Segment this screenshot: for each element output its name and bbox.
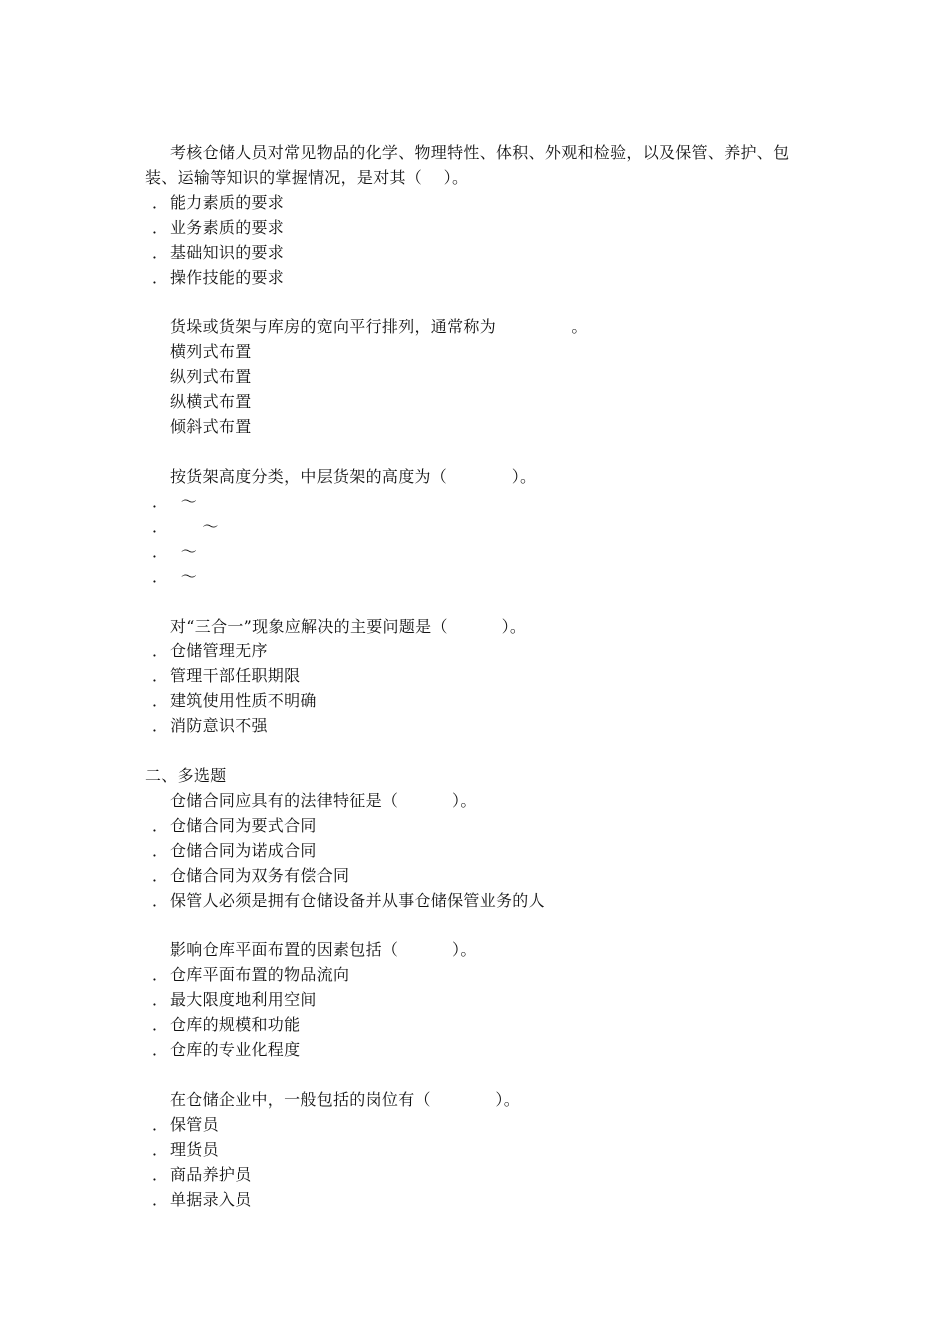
q2-option-b-text: 纵列式布置 bbox=[170, 367, 252, 386]
m3-option-a bbox=[152, 1115, 852, 1135]
q1-option-c-text: 基础知识的要求 bbox=[170, 243, 285, 262]
option-dot: ． bbox=[152, 1190, 169, 1209]
m2-option-a-text: 仓库平面布置的物品流向 bbox=[170, 965, 350, 984]
m1-option-c-text: 仓储合同为双务有偿合同 bbox=[170, 866, 350, 885]
option-dot: ． bbox=[152, 542, 169, 561]
m3-option-d bbox=[152, 1190, 852, 1210]
q4-option-c-text: 建筑使用性质不明确 bbox=[170, 691, 317, 710]
m1-option-b bbox=[152, 841, 852, 861]
section-title-multiple-choice: 二、多选题 bbox=[145, 766, 227, 785]
option-dot: ． bbox=[152, 641, 169, 660]
q1-stem-line1: 考核仓储人员对常见物品的化学、物理特性、体积、外观和检验，以及保管、养护、包 bbox=[170, 143, 790, 162]
q3-option-a bbox=[152, 492, 852, 512]
m2-option-b bbox=[152, 990, 852, 1010]
q4-option-a bbox=[152, 641, 852, 661]
option-dot: ． bbox=[152, 691, 169, 710]
m1-option-b-text: 仓储合同为诺成合同 bbox=[170, 841, 317, 860]
m2-option-d bbox=[152, 1040, 852, 1060]
m1-option-d-text: 保管人必须是拥有仓储设备并从事仓储保管业务的人 bbox=[170, 891, 545, 910]
q4-option-b-text: 管理干部任职期限 bbox=[170, 666, 301, 685]
m1-option-a bbox=[152, 816, 852, 836]
q2-option-d-text: 倾斜式布置 bbox=[170, 417, 252, 436]
m2-option-c bbox=[152, 1015, 852, 1035]
option-dot: ． bbox=[152, 816, 169, 835]
q3-option-c bbox=[152, 542, 852, 562]
m3-option-b bbox=[152, 1140, 852, 1160]
m3-option-c bbox=[152, 1165, 852, 1185]
q2-stem: 货垛或货架与库房的宽向平行排列，通常称为 。 bbox=[170, 317, 588, 336]
q4-option-d-text: 消防意识不强 bbox=[170, 716, 268, 735]
q1-option-d bbox=[152, 268, 852, 288]
q1-option-d-text: 操作技能的要求 bbox=[170, 268, 285, 287]
option-dot: ． bbox=[152, 243, 169, 262]
option-dot: ． bbox=[152, 841, 169, 860]
q4-stem: 对“三合一”现象应解决的主要问题是（ ）。 bbox=[170, 617, 527, 636]
m3-stem: 在仓储企业中，一般包括的岗位有（ ）。 bbox=[170, 1090, 521, 1109]
q1-option-a bbox=[152, 193, 852, 213]
q4-option-b bbox=[152, 666, 852, 686]
q3-option-b-text: ～ bbox=[170, 517, 219, 536]
m2-option-d-text: 仓库的专业化程度 bbox=[170, 1040, 301, 1059]
option-dot: ． bbox=[152, 965, 169, 984]
option-dot: ． bbox=[152, 1015, 169, 1034]
q4-option-d bbox=[152, 716, 852, 736]
q1-option-c bbox=[152, 243, 852, 263]
option-dot: ． bbox=[152, 716, 169, 735]
option-dot: ． bbox=[152, 1115, 169, 1134]
q4-option-a-text: 仓储管理无序 bbox=[170, 641, 268, 660]
option-dot: ． bbox=[152, 990, 169, 1009]
m2-stem: 影响仓库平面布置的因素包括（ ）。 bbox=[170, 940, 477, 959]
q3-option-b bbox=[152, 517, 852, 537]
m2-option-b-text: 最大限度地利用空间 bbox=[170, 990, 317, 1009]
q3-option-d bbox=[152, 567, 852, 587]
m2-option-c-text: 仓库的规模和功能 bbox=[170, 1015, 301, 1034]
option-dot: ． bbox=[152, 268, 169, 287]
m1-option-d bbox=[152, 891, 852, 911]
q3-option-a-text: ～ bbox=[170, 492, 198, 511]
q4-option-c bbox=[152, 691, 852, 711]
m1-option-c bbox=[152, 866, 852, 886]
m3-option-b-text: 理货员 bbox=[170, 1140, 219, 1159]
option-dot: ． bbox=[152, 1040, 169, 1059]
option-dot: ． bbox=[152, 193, 169, 212]
option-dot: ． bbox=[152, 891, 169, 910]
option-dot: ． bbox=[152, 492, 169, 511]
option-dot: ． bbox=[152, 666, 169, 685]
q2-option-a-text: 横列式布置 bbox=[170, 342, 252, 361]
q3-stem: 按货架高度分类，中层货架的高度为（ ）。 bbox=[170, 467, 537, 486]
option-dot: ． bbox=[152, 517, 169, 536]
q1-option-b-text: 业务素质的要求 bbox=[170, 218, 285, 237]
m1-stem: 仓储合同应具有的法律特征是（ ）。 bbox=[170, 791, 477, 810]
m1-option-a-text: 仓储合同为要式合同 bbox=[170, 816, 317, 835]
q1-option-a-text: 能力素质的要求 bbox=[170, 193, 285, 212]
m3-option-c-text: 商品养护员 bbox=[170, 1165, 252, 1184]
option-dot: ． bbox=[152, 1140, 169, 1159]
q2-option-c-text: 纵横式布置 bbox=[170, 392, 252, 411]
m2-option-a bbox=[152, 965, 852, 985]
option-dot: ． bbox=[152, 218, 169, 237]
m3-option-d-text: 单据录入员 bbox=[170, 1190, 252, 1209]
q3-option-d-text: ～ bbox=[170, 567, 198, 586]
q1-stem-line2: 装、运输等知识的掌握情况，是对其（ ）。 bbox=[145, 168, 469, 187]
q1-option-b bbox=[152, 218, 852, 238]
m3-option-a-text: 保管员 bbox=[170, 1115, 219, 1134]
option-dot: ． bbox=[152, 567, 169, 586]
q3-option-c-text: ～ bbox=[170, 542, 198, 561]
option-dot: ． bbox=[152, 1165, 169, 1184]
option-dot: ． bbox=[152, 866, 169, 885]
